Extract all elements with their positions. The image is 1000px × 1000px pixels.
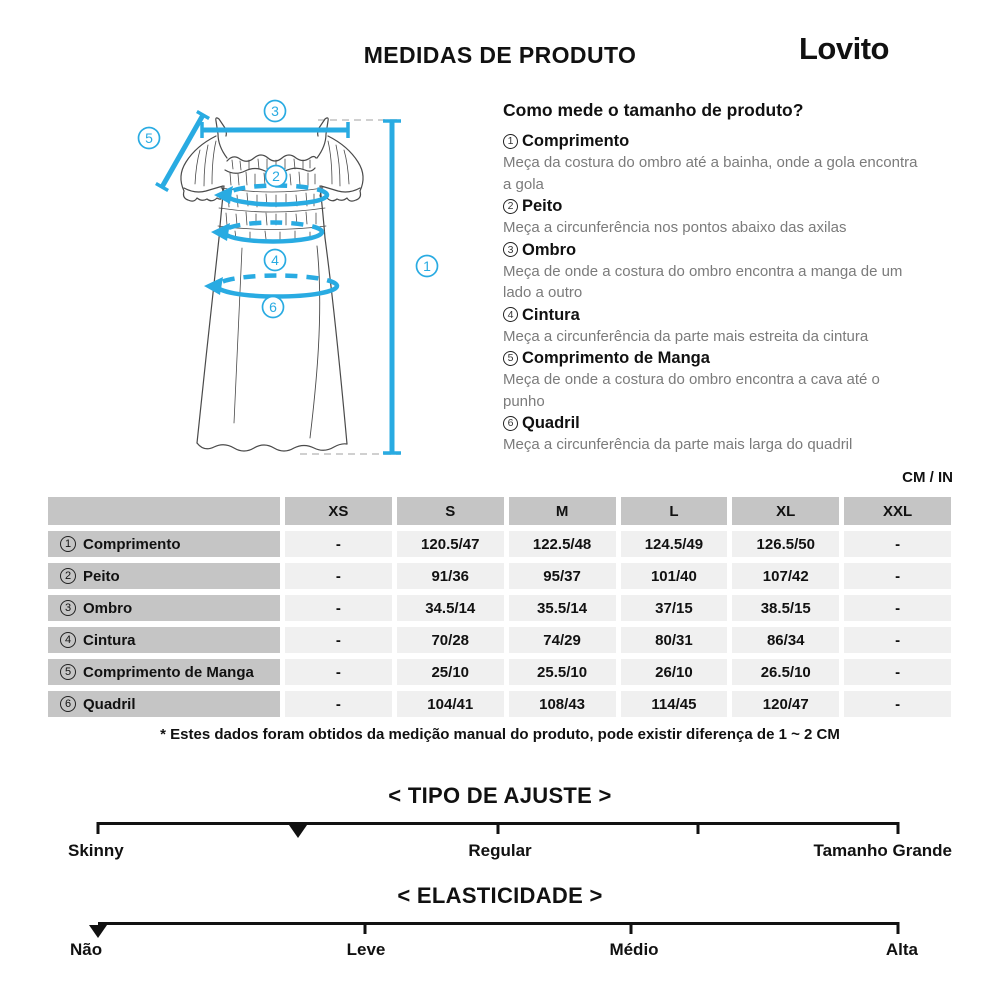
size-table [48, 497, 951, 717]
circled-number: 6 [60, 696, 76, 712]
table-cell: 74/29 [509, 627, 616, 653]
howto-item-label-row [503, 130, 918, 152]
fit-type-title: < TIPO DE AJUSTE > [388, 783, 612, 808]
table-cell: 91/36 [397, 563, 504, 589]
row-label-text: Peito [83, 567, 120, 585]
howto-item-label: Comprimento de Manga [522, 349, 710, 367]
circled-number: 6 [503, 416, 518, 431]
measurement-overlays [139, 101, 438, 454]
circled-number: 5 [60, 664, 76, 680]
row-label-text: Quadril [83, 695, 136, 713]
howto-item-label: Peito [522, 197, 563, 215]
table-header-s: S [397, 497, 504, 525]
table-cell: 124.5/49 [621, 531, 728, 557]
measurement-disclaimer: * Estes dados foram obtidos da medição manual do produto, pode existir diferença de 1 ~ 2 CM [160, 726, 840, 743]
scale-tick [897, 822, 900, 834]
scale-tick [630, 922, 633, 934]
howto-item-desc: Meça de onde a costura do ombro encontra a cava até o punho [503, 371, 880, 410]
table-cell: 37/15 [621, 595, 728, 621]
howto-item-label: Quadril [522, 414, 580, 432]
table-header-l: L [621, 497, 728, 525]
elasticity-scale [98, 922, 898, 936]
elasticity-label-alta: Alta [885, 940, 918, 959]
marker-digits [145, 103, 431, 315]
table-cell: - [285, 531, 392, 557]
howto-heading: Como mede o tamanho de produto? [503, 100, 804, 120]
elasticity-label-medio: Médio [609, 940, 659, 959]
units-label: CM / IN [902, 469, 953, 486]
leader-dashes [300, 120, 400, 454]
table-header-xs: XS [285, 497, 392, 525]
table-cell: - [844, 691, 951, 717]
table-cell: 122.5/48 [509, 531, 616, 557]
circled-number: 2 [503, 199, 518, 214]
table-cell: 80/31 [621, 627, 728, 653]
dress-measurement-diagram [100, 88, 470, 480]
marker-digit-6: 6 [269, 299, 277, 315]
scale-tick [363, 922, 366, 934]
row-label-comprimento [48, 531, 280, 557]
row-label-text: Cintura [83, 631, 136, 649]
fit-label-regular: Regular [468, 841, 532, 860]
row-label-peito [48, 563, 280, 589]
table-cell: 95/37 [509, 563, 616, 589]
scale-tick [897, 922, 900, 934]
howto-item-desc: Meça da costura do ombro até a bainha, onde a gola encontra a gola [503, 154, 918, 193]
marker-digit-3: 3 [271, 103, 279, 119]
table-cell: - [844, 627, 951, 653]
row-label-ombro [48, 595, 280, 621]
sleeve-measure-line [156, 112, 209, 191]
howto-item [503, 304, 918, 348]
elasticity-label-nao: Não [70, 940, 103, 959]
table-cell: 38.5/15 [732, 595, 839, 621]
table-cell: 126.5/50 [732, 531, 839, 557]
table-cell: - [285, 627, 392, 653]
hip-measure-ellipse [204, 276, 337, 297]
table-cell: - [844, 531, 951, 557]
waist-measure-ellipse [211, 223, 322, 242]
howto-item-label-row [503, 304, 918, 326]
length-measure-line [383, 121, 401, 453]
circled-number: 3 [503, 242, 518, 257]
table-header-m: M [509, 497, 616, 525]
table-cell: 25/10 [397, 659, 504, 685]
row-label-text: Comprimento [83, 535, 181, 553]
howto-item-label-row [503, 239, 918, 261]
table-header-empty [48, 497, 280, 525]
table-cell: 25.5/10 [509, 659, 616, 685]
row-label-text: Comprimento de Manga [83, 663, 254, 681]
chest-measure-ellipse [214, 186, 327, 205]
table-cell: 114/45 [621, 691, 728, 717]
row-label-comprimento-manga [48, 659, 280, 685]
circled-number: 1 [60, 536, 76, 552]
table-cell: - [844, 595, 951, 621]
elasticity-label-leve: Leve [346, 940, 386, 959]
elasticity-title: < ELASTICIDADE > [397, 883, 603, 908]
howto-section [503, 100, 918, 456]
howto-item-label-row [503, 195, 918, 217]
howto-item-label-row [503, 412, 918, 434]
table-cell: 108/43 [509, 691, 616, 717]
fit-type-marker [289, 825, 307, 838]
howto-item [503, 412, 918, 456]
circled-number: 5 [503, 351, 518, 366]
table-cell: - [285, 691, 392, 717]
brand-logo: Lovito [799, 31, 889, 66]
howto-item [503, 347, 918, 412]
fit-label-tamanho-grande: Tamanho Grande [813, 841, 952, 860]
table-cell: 86/34 [732, 627, 839, 653]
table-cell: 101/40 [621, 563, 728, 589]
elasticity-marker [89, 925, 107, 938]
howto-item-desc: Meça de onde a costura do ombro encontra a manga de um lado a outro [503, 262, 903, 301]
marker-digit-4: 4 [271, 252, 279, 268]
table-cell: 70/28 [397, 627, 504, 653]
howto-item [503, 130, 918, 195]
fit-label-skinny: Skinny [68, 841, 124, 860]
table-header-xl: XL [732, 497, 839, 525]
table-cell: - [285, 563, 392, 589]
table-cell: - [844, 659, 951, 685]
scale-line [98, 922, 898, 925]
table-cell: 104/41 [397, 691, 504, 717]
howto-item-desc: Meça a circunferência nos pontos abaixo das axilas [503, 219, 847, 236]
marker-digit-5: 5 [145, 130, 153, 146]
table-cell: 120/47 [732, 691, 839, 717]
circled-number: 1 [503, 134, 518, 149]
howto-item [503, 195, 918, 239]
table-cell: 120.5/47 [397, 531, 504, 557]
circled-number: 4 [503, 307, 518, 322]
howto-item-label-row [503, 347, 918, 369]
howto-item-label: Cintura [522, 305, 580, 324]
howto-item-desc: Meça a circunferência da parte mais estreita da cintura [503, 327, 869, 345]
row-label-text: Ombro [83, 599, 133, 617]
table-cell: 26/10 [621, 659, 728, 685]
table-header-xxl: XXL [844, 497, 951, 525]
howto-item-label: Comprimento [522, 132, 630, 150]
table-cell: - [285, 659, 392, 685]
table-cell: 35.5/14 [509, 595, 616, 621]
circled-number: 2 [60, 568, 76, 584]
howto-item-label: Ombro [522, 240, 577, 259]
marker-digit-2: 2 [272, 168, 280, 184]
fit-type-scale [98, 822, 898, 836]
howto-item-desc: Meça a circunferência da parte mais larga do quadril [503, 436, 853, 453]
table-cell: 26.5/10 [732, 659, 839, 685]
table-cell: - [844, 563, 951, 589]
howto-item [503, 239, 918, 304]
marker-digit-1: 1 [423, 258, 431, 274]
circled-number: 3 [60, 600, 76, 616]
page-title: MEDIDAS DE PRODUTO [363, 42, 637, 68]
row-label-cintura [48, 627, 280, 653]
scale-tick [97, 822, 100, 834]
table-cell: - [285, 595, 392, 621]
table-cell: 34.5/14 [397, 595, 504, 621]
scale-tick [497, 822, 500, 834]
scale-tick [697, 822, 700, 834]
row-label-quadril [48, 691, 280, 717]
table-cell: 107/42 [732, 563, 839, 589]
circled-number: 4 [60, 632, 76, 648]
